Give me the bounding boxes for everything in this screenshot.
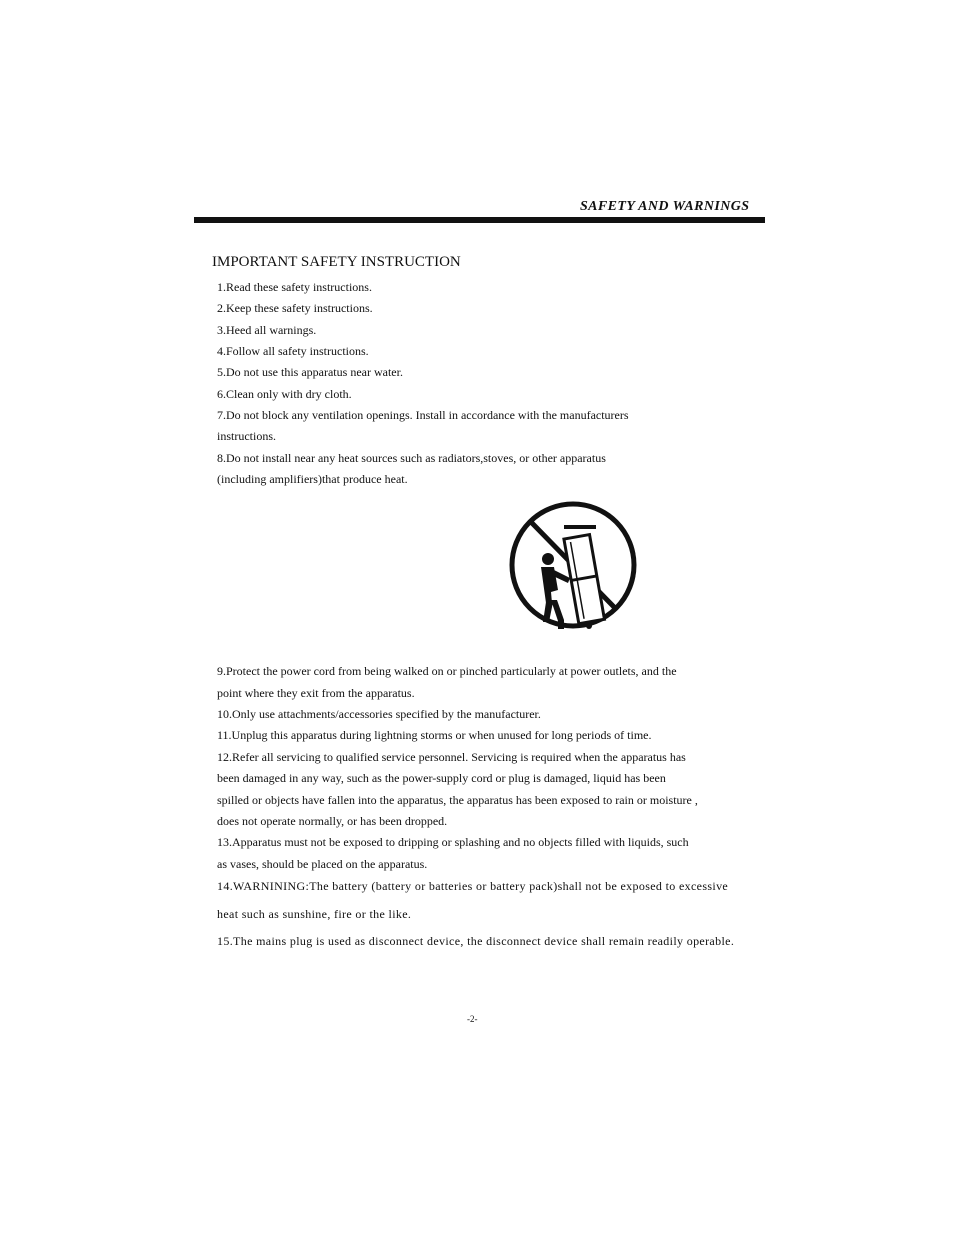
instruction-line: been damaged in any way, such as the power-supply cord or plug is damaged, liquid has been (217, 771, 666, 785)
instruction-line: 11.Unplug this apparatus during lightning storms or when unused for long periods of time. (217, 728, 652, 742)
instruction-line: instructions. (217, 429, 276, 443)
instruction-line: 6.Clean only with dry cloth. (217, 387, 352, 401)
instruction-line: 10.Only use attachments/accessories specified by the manufacturer. (217, 707, 541, 721)
instruction-line: 1.Read these safety instructions. (217, 280, 372, 294)
section-title: SAFETY AND WARNINGS (580, 199, 750, 214)
instruction-line: 7.Do not block any ventilation openings. Install in accordance with the manufacturers (217, 408, 629, 422)
instruction-line: does not operate normally, or has been dropped. (217, 814, 448, 828)
instruction-line: 14.WARNINING:The battery (battery or batteries or battery pack)shall not be exposed to excessive (217, 879, 729, 893)
page-heading: IMPORTANT SAFETY INSTRUCTION (212, 254, 461, 270)
instruction-line: 2.Keep these safety instructions. (217, 301, 373, 315)
header-rule (194, 217, 765, 223)
instruction-line: 13.Apparatus must not be exposed to dripping or splashing and no objects filled with liquids, such (217, 835, 689, 849)
instruction-line: spilled or objects have fallen into the apparatus, the apparatus has been exposed to rain or moisture , (217, 793, 698, 807)
instruction-line: 12.Refer all servicing to qualified service personnel. Servicing is required when the apparatus has (217, 750, 686, 764)
instruction-line: (including amplifiers)that produce heat. (217, 472, 408, 486)
instruction-line: heat such as sunshine, fire or the like. (217, 907, 412, 921)
instruction-line: 5.Do not use this apparatus near water. (217, 365, 403, 379)
page-number: -2- (467, 1014, 478, 1024)
no-tipping-cart-warning-icon (508, 498, 638, 632)
instruction-line: 3.Heed all warnings. (217, 323, 317, 337)
instruction-line: point where they exit from the apparatus. (217, 686, 415, 700)
instruction-line: 9.Protect the power cord from being walked on or pinched particularly at power outlets, and the (217, 664, 677, 678)
instruction-line: 15.The mains plug is used as disconnect device, the disconnect device shall remain readily operable. (217, 934, 735, 948)
instruction-line: as vases, should be placed on the apparatus. (217, 857, 428, 871)
instruction-line: 4.Follow all safety instructions. (217, 344, 369, 358)
instruction-line: 8.Do not install near any heat sources such as radiators,stoves, or other apparatus (217, 451, 606, 465)
